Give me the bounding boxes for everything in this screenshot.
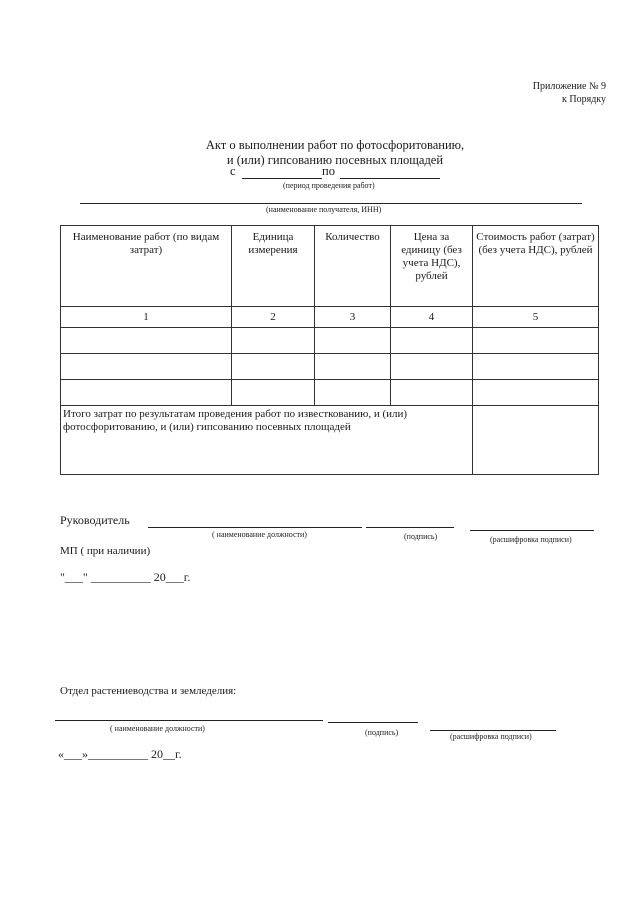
head-signature-field <box>366 527 454 528</box>
table-row <box>61 380 599 406</box>
table-total-row <box>61 406 599 475</box>
table-cell <box>232 354 315 380</box>
head-signature-caption: (подпись) <box>404 532 438 541</box>
table-cell <box>473 328 599 354</box>
appendix-number: Приложение № 9 <box>532 81 606 92</box>
title-line-1: Акт о выполнении работ по фотосфоритованию, <box>205 138 465 152</box>
table-cell <box>232 328 315 354</box>
department-position-field <box>55 720 323 721</box>
period-from-label: с <box>230 164 236 178</box>
head-label: Руководитель <box>60 513 130 527</box>
table-cell <box>391 328 473 354</box>
recipient-caption: (наименование получателя, ИНН) <box>266 205 382 214</box>
table-cell <box>315 354 391 380</box>
document-title <box>120 138 550 168</box>
table-number-row <box>61 307 599 328</box>
department-signature-field <box>328 722 418 723</box>
header-unit-price: Цена за единицу (без учета НДС), рублей <box>391 226 473 307</box>
stamp-label: МП ( при наличии) <box>60 545 151 557</box>
total-label: Итого затрат по результатам проведения работ по известкованию, и (или) фотосфоритованию, и (или) гипсованию посевных площадей <box>61 406 473 475</box>
table-row <box>61 354 599 380</box>
head-decryption-field <box>470 530 594 531</box>
table-cell <box>232 380 315 406</box>
title-line-2: и (или) гипсованию посевных площадей <box>226 153 444 167</box>
period-to-label: по <box>322 164 335 178</box>
table-cell <box>61 380 232 406</box>
department-decryption-field <box>430 730 556 731</box>
head-position-caption: ( наименование должности) <box>212 530 307 539</box>
total-value-cell <box>473 406 599 475</box>
department-decryption-caption: (расшифровка подписи) <box>450 732 532 741</box>
column-number: 5 <box>473 307 599 328</box>
column-number: 2 <box>232 307 315 328</box>
department-signature-caption: (подпись) <box>365 728 399 737</box>
works-table <box>60 225 599 475</box>
header-cost: Стоимость работ (затрат) (без учета НДС), рублей <box>473 226 599 307</box>
period-to-field <box>340 178 440 179</box>
department-position-caption: ( наименование должности) <box>110 724 205 733</box>
department-date: «___»__________ 20__г. <box>58 747 182 761</box>
table-cell <box>61 328 232 354</box>
table-cell <box>391 380 473 406</box>
header-unit: Единица измерения <box>232 226 315 307</box>
table-cell <box>315 380 391 406</box>
period-caption: (период проведения работ) <box>283 181 375 190</box>
table-header-row <box>61 226 599 307</box>
period-from-field <box>242 178 322 179</box>
header-work-name: Наименование работ (по видам затрат) <box>61 226 232 307</box>
appendix-order-ref: к Порядку <box>562 94 606 105</box>
recipient-field <box>80 203 582 204</box>
head-position-field <box>148 527 362 528</box>
table-cell <box>473 380 599 406</box>
table-cell <box>391 354 473 380</box>
column-number: 1 <box>61 307 232 328</box>
header-quantity: Количество <box>315 226 391 307</box>
appendix-reference <box>533 80 606 106</box>
column-number: 3 <box>315 307 391 328</box>
department-label: Отдел растениеводства и земледелия: <box>60 685 237 697</box>
table-cell <box>473 354 599 380</box>
column-number: 4 <box>391 307 473 328</box>
head-date: "___" __________ 20___г. <box>60 570 191 584</box>
head-decryption-caption: (расшифровка подписи) <box>490 535 572 544</box>
table-cell <box>315 328 391 354</box>
table-cell <box>61 354 232 380</box>
table-row <box>61 328 599 354</box>
